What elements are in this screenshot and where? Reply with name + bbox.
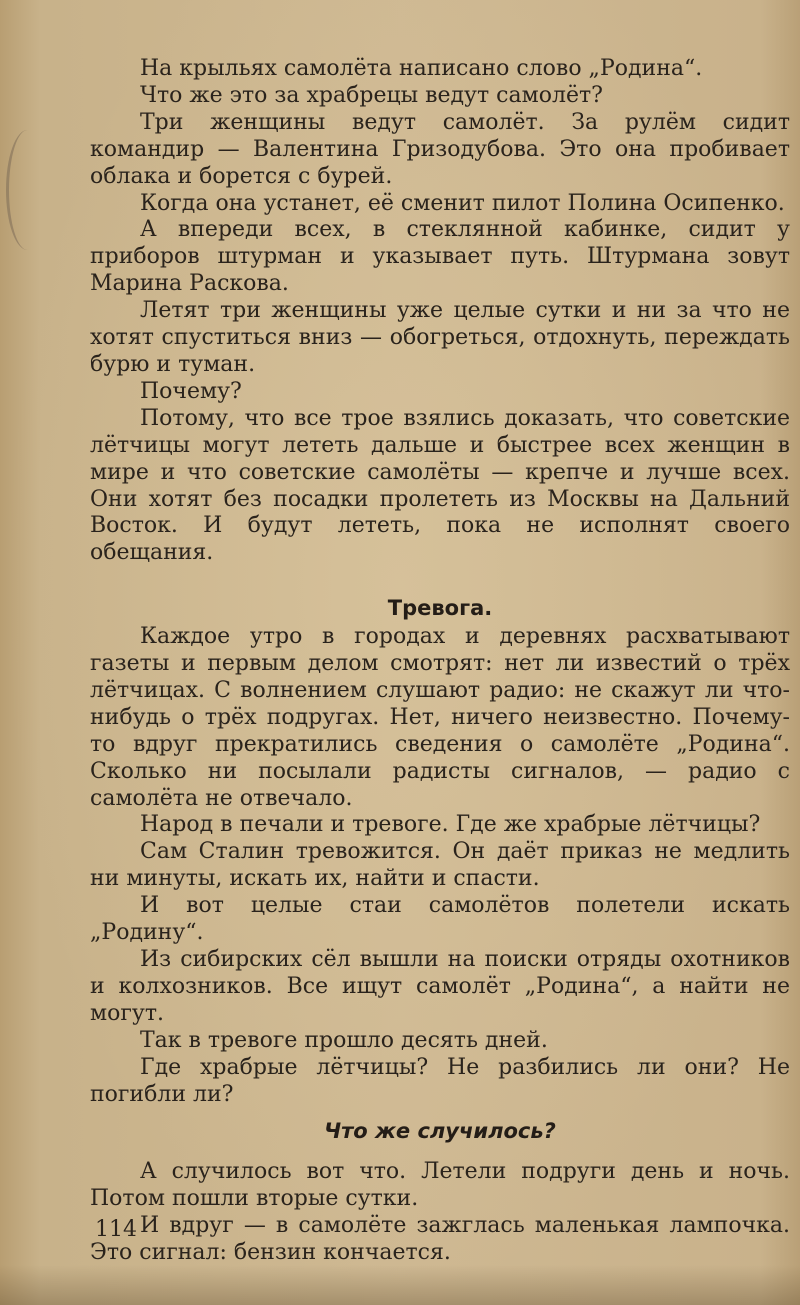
paragraph: Потому, что все трое взялись доказать, что советские лётчицы могут лететь дальше и быстрее всех женщин в мире и что советские самолёты — крепче и лучше всех. Они хотят без посадки пролететь из Москвы на Дальний Восток. И будут лететь, пока не исполнят своего обещания. <box>90 405 790 566</box>
page-text <box>90 56 790 1267</box>
page-stain <box>6 130 49 250</box>
paragraph: И вот целые стаи самолётов полетели искать „Родину“. <box>90 893 790 946</box>
paragraph: На крыльях самолёта написано слово „Родина“. <box>140 56 703 81</box>
paragraph: Когда она устанет, её сменит пилот Полина Осипенко. <box>140 190 785 216</box>
page-edge-shadow <box>0 1265 800 1305</box>
paragraph: А случилось вот что. Летели подруги день и ночь. Потом пошли вторые сутки. <box>90 1159 790 1212</box>
section-heading-chto-sluchilos: Что же случилось? <box>324 1119 556 1144</box>
paragraph: Каждое утро в городах и деревнях расхватывают газеты и первым делом смотрят: нет ли известий о трёх лётчицах. С волнением слушают радио: не скажут ли что-нибудь о трёх подругах. Нет, ничего неизвестно. Почему-то вдруг прекратились сведения о самолёте „Родина“. Сколько ни посылали радисты сигналов, — радио с самолёта не отвечало. <box>90 624 790 811</box>
paragraph: Три женщины ведут самолёт. За рулём сидит командир — Валентина Гризодубова. Это она пробивает облака и борется с бурей. <box>90 109 790 189</box>
section-heading-trevoga: Тревога. <box>387 596 493 621</box>
paragraph: Так в тревоге прошло десять дней. <box>140 1027 548 1053</box>
paragraph: Почему? <box>140 378 242 404</box>
paragraph: Сам Сталин тревожится. Он даёт приказ не медлить ни минуты, искать их, найти и спасти. <box>90 839 790 892</box>
paragraph: Летят три женщины уже целые сутки и ни за что не хотят спуститься вниз — обогреться, отдохнуть, переждать бурю и туман. <box>90 298 790 377</box>
paragraph: Где храбрые лётчицы? Не разбились ли они? Не погибли ли? <box>90 1054 790 1107</box>
paragraph: Народ в печали и тревоге. Где же храбрые лётчицы? <box>140 812 761 838</box>
paragraph: И вдруг — в самолёте зажглась маленькая лампочка. Это сигнал: бензин кончается. <box>90 1213 790 1266</box>
paragraph: Что же это за храбрецы ведут самолёт? <box>140 82 603 108</box>
page-number: 114 <box>95 1217 137 1242</box>
paragraph: А впереди всех, в стеклянной кабинке, сидит у приборов штурман и указывает путь. Штурмана зовут Марина Раскова. <box>90 217 790 297</box>
paragraph: Из сибирских сёл вышли на поиски отряды охотников и колхозников. Все ищут самолёт „Родина“, а найти не могут. <box>90 947 790 1026</box>
